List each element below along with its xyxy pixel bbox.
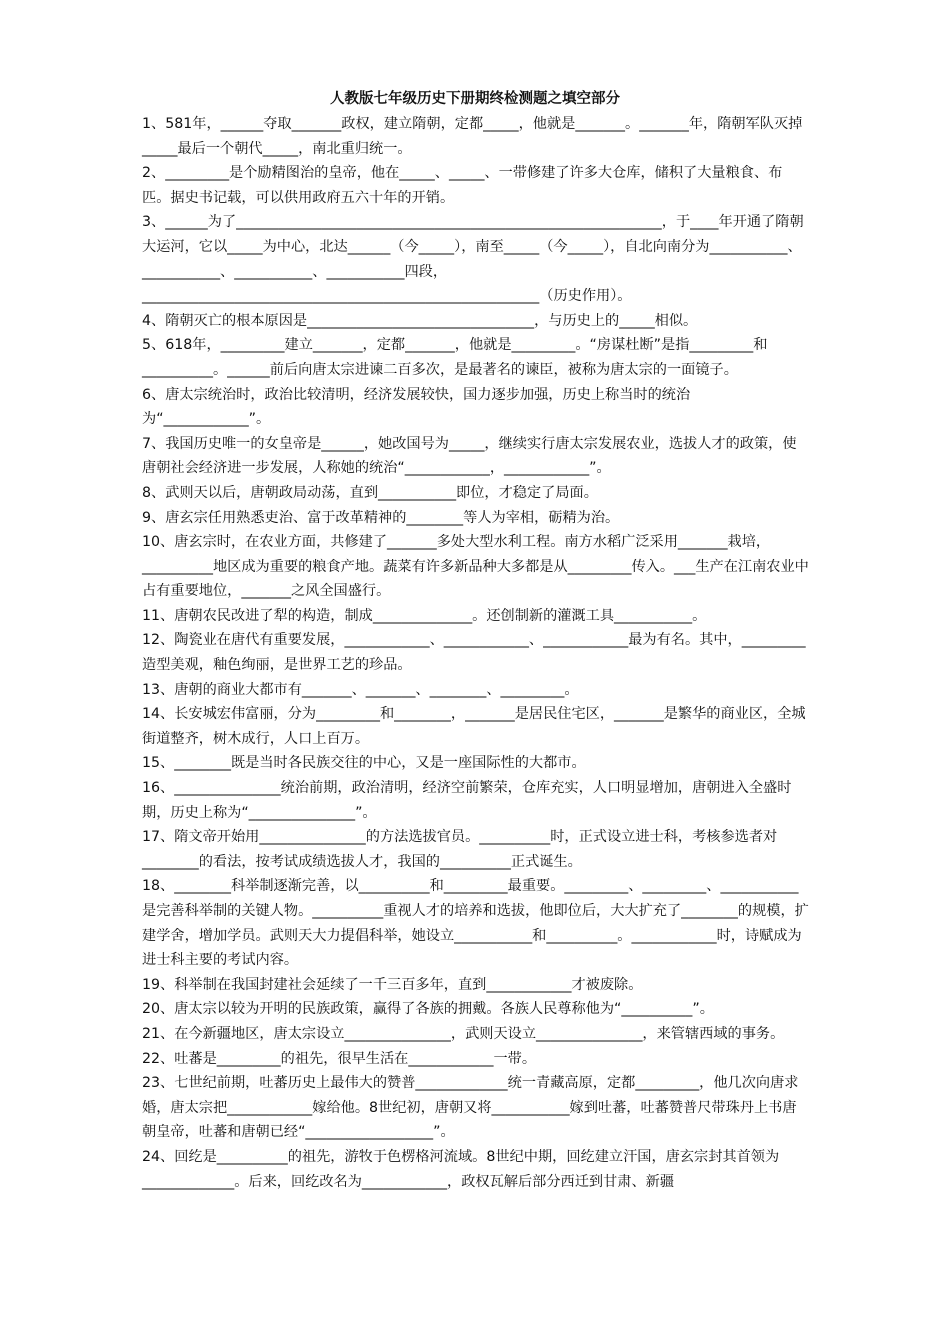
question-2: 2、_________是个励精图治的皇帝，他在_____、_____、一带修建了许多大仓库，储积了大量粮食、布匹。据史书记载，可以供用政府五六十年的开销。 [142, 165, 783, 206]
question-13: 13、唐朝的商业大都市有_______、_______、________、_________。 [142, 681, 579, 698]
question-11: 11、唐朝农民改进了犁的构造，制成______________。还创制新的灌溉工具___________。 [142, 607, 707, 624]
question-6: 6、唐太宗统治时，政治比较清明，经济发展较快，国力逐步加强，历史上称当时的统治为“____________”。 [142, 386, 691, 428]
question-15: 15、________既是当时各民族交往的中心，又是一座国际性的大都市。 [142, 755, 586, 772]
question-20: 20、唐太宗以较为开明的民族政策，赢得了各族的拥戴。各族人民尊称他为“__________”。 [142, 1001, 714, 1018]
question-list [142, 112, 810, 1194]
question-10: 10、唐玄宗时，在农业方面，共修建了_______多处大型水利工程。南方水稻广泛采用_______栽培，__________地区成为重要的粮食产地。蔬菜有许多新品种大多都是从_________传入。___生产在江南农业中占有重要地位，_______之风全国盛行。 [142, 534, 809, 600]
document-title: 人教版七年级历史下册期终检测题之填空部分 [330, 91, 620, 107]
question-12: 12、陶瓷业在唐代有重要发展，____________、____________、____________最为有名。其中，_________造型美观，釉色绚丽，是世界工艺的珍品。 [142, 632, 806, 674]
question-8: 8、武则天以后，唐朝政局动荡，直到___________即位，才稳定了局面。 [142, 484, 598, 501]
question-5: 5、618年，_________建立_______，定都_______，他就是_________。“房谋杜断”是指_________和__________。______前后向唐太宗进谏二百多次，是最著名的谏臣，被称为唐太宗的一面镜子。 [142, 337, 768, 378]
question-17: 17、隋文帝开始用_______________的方法选拔官员。__________时，正式设立进士科，考核参选者对________的看法，按考试成绩选拔人才，我国的__________正式诞生。 [142, 829, 778, 870]
question-16: 16、_______________统治前期，政治清明，经济空前繁荣，仓库充实，人口明显增加，唐朝进入全盛时期，历史上称为“_______________”。 [142, 780, 792, 821]
question-23: 23、七世纪前期，吐蕃历史上最伟大的赞普_____________统一青藏高原，定都_________，他几次向唐求婚，唐太宗把____________嫁给他。8世纪初，唐朝又将___________嫁到吐蕃，吐蕃赞普尺带珠丹上书唐朝皇帝，吐蕃和唐朝已经“__________________”。 [142, 1075, 799, 1141]
question-21: 21、在今新疆地区，唐太宗设立_______________，武则天设立_______________，来管辖西域的事务。 [142, 1025, 785, 1042]
question-1: 1、581年，______夺取_______政权，建立隋朝，定都_____，他就是_______。_______年，隋朝军队灭掉_____最后一个朝代_____，南北重归统一。 [142, 116, 803, 157]
question-9: 9、唐玄宗任用熟悉吏治、富于改革精神的________等人为宰相，砺精为治。 [142, 509, 620, 526]
question-24: 24、回纥是__________的祖先，游牧于色楞格河流域。8世纪中期，回纥建立汗国，唐玄宗封其首领为_____________。后来，回纥改名为____________，政权瓦解后部分西迁到甘肃、新疆 [142, 1148, 780, 1190]
question-18: 18、________科举制逐渐完善，以__________和_________最重要。_________、_________、___________是完善科举制的关键人物。__________重视人才的培养和选拔，他即位后，大大扩充了________的规模，扩建学舍，增加学员。武则天大力提倡科举，她设立___________和__________。____________时，诗赋成为进士科主要的考试内容。 [142, 878, 809, 969]
question-3: 3、______为了____________________________________________________________，于____年开通了隋朝大运河，它以_____为中心，北达______（今_____），南至_____（今_____），自北向南分为___________、___________、___________、___________四段，________________________________________________________（历史作用）。 [142, 214, 804, 305]
question-14: 14、长安城宏伟富丽，分为_________和________，_______是居民住宅区，_______是繁华的商业区，全城街道整齐，树木成行，人口上百万。 [142, 706, 806, 747]
question-19: 19、科举制在我国封建社会延续了一千三百多年，直到____________才被废除。 [142, 976, 643, 993]
question-7: 7、我国历史唯一的女皇帝是______，她改国号为_____，继续实行唐太宗发展农业，选拔人才的政策，使唐朝社会经济进一步发展，人称她的统治“____________，____________”。 [142, 435, 797, 477]
question-22: 22、吐蕃是_________的祖先，很早生活在____________一带。 [142, 1050, 537, 1067]
question-4: 4、隋朝灭亡的根本原因是________________________________，与历史上的_____相似。 [142, 312, 698, 329]
